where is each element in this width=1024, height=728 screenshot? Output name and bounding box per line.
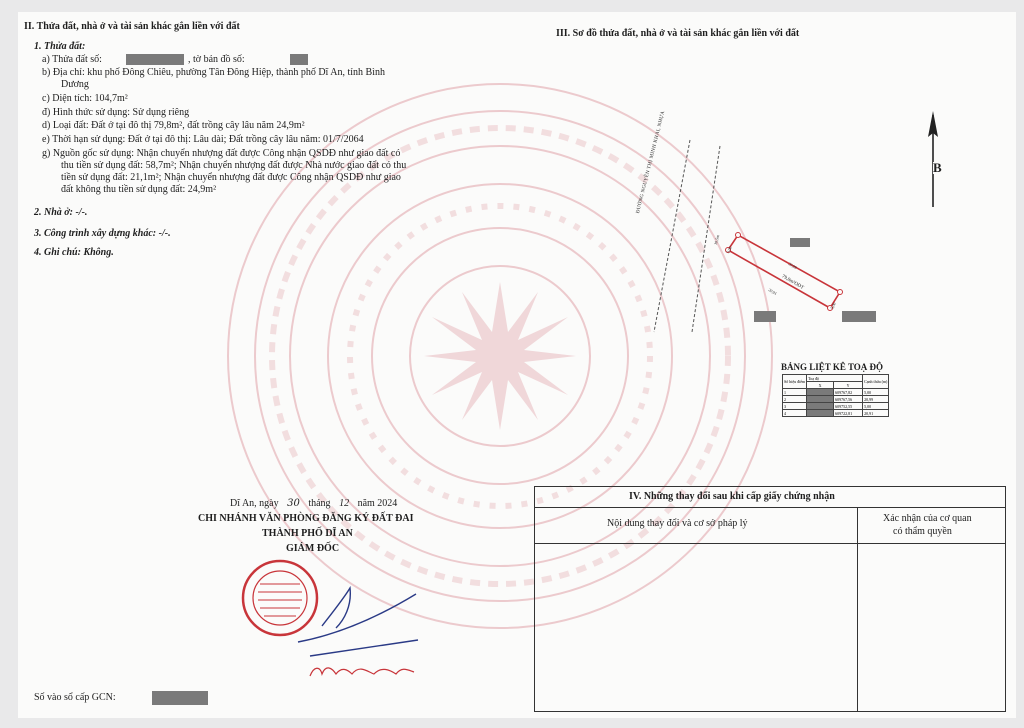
table-row: 2 609767,56 20,99 xyxy=(783,396,889,403)
usage-term: e) Thời hạn sử dụng: Đất ở tại đô thị: Lâu dài; Đất trồng cây lâu năm: 01/7/2064 xyxy=(42,134,364,145)
change-content-column-header: Nội dung thay đổi và cơ sở pháp lý xyxy=(607,518,748,529)
redacted-register-number xyxy=(152,691,208,705)
usage-form: đ) Hình thức sử dụng: Sử dụng riêng xyxy=(42,107,190,118)
coord-table-title: BẢNG LIỆT KÊ TOẠ ĐỘ xyxy=(781,362,884,372)
redacted-neighbor-2 xyxy=(754,311,776,322)
office-name-line-2: THÀNH PHỐ DĨ AN xyxy=(262,528,353,539)
address-line-1: b) Địa chỉ: khu phố Đông Chiêu, phường Tân Đông Hiệp, thành phố Dĩ An, tỉnh Bình xyxy=(42,67,385,78)
red-seal xyxy=(243,561,317,635)
star-watermark xyxy=(424,282,576,430)
certificate-page xyxy=(18,12,1016,718)
issue-day: 30 xyxy=(287,498,300,509)
register-label: Số vào sổ cấp GCN: xyxy=(34,692,116,703)
section-4-heading: IV. Những thay đổi sau khi cấp giấy chứng nhận xyxy=(629,491,835,502)
house-info: 2. Nhà ở: -/-. xyxy=(34,207,88,218)
authority-confirmation-header-2: có thẩm quyền xyxy=(893,526,952,537)
column-divider xyxy=(857,507,858,711)
land-type: d) Loại đất: Đất ở tại đô thị 79,8m², đất trồng cây lâu năm 24,9m² xyxy=(42,120,305,131)
dim-left-label: 5,00 xyxy=(725,245,733,255)
official-seal-and-signature xyxy=(240,558,430,688)
issue-month: 12 xyxy=(339,498,350,509)
table-row: 1 609767,82 5,00 xyxy=(783,389,889,396)
coord-table xyxy=(782,374,889,417)
col-x-header: X xyxy=(807,382,834,389)
construction-info: 3. Công trình xây dựng khác: -/-. xyxy=(34,228,171,239)
signer-name-script xyxy=(310,668,414,676)
section-2-heading: II. Thửa đất, nhà ở và tài sản khác gắn liền với đất xyxy=(24,21,240,32)
col-y-header: Y xyxy=(834,382,863,389)
redacted-map-sheet xyxy=(290,54,308,65)
address-line-2: Dương xyxy=(61,79,89,90)
side-dimension-label: 10,5m xyxy=(712,234,721,246)
parcel-heading: 1. Thửa đất: xyxy=(34,41,86,52)
signer-title: GIÁM ĐỐC xyxy=(286,543,340,554)
origin-line-4: đất không thu tiền sử dụng đất: 24,9m² xyxy=(61,184,217,195)
changes-table xyxy=(534,486,1006,712)
issue-date: Dĩ An, ngày 30 tháng 12 năm 2024 xyxy=(230,498,398,509)
redacted-parcel-number xyxy=(126,54,184,65)
origin-line-2: thu tiền sử dụng đất: 58,7m²; Nhận chuyển nhượng đất được Nhà nước giao đất có thu xyxy=(61,160,407,171)
redacted-neighbor-3 xyxy=(842,311,876,322)
parcel-number-label: a) Thửa đất số: xyxy=(42,54,102,65)
origin-line-3: tiền sử dụng đất: 21,1m²; Nhận chuyển nhượng đất được Công nhận QSDĐ như giao xyxy=(61,172,401,183)
origin-line-1: g) Nguồn gốc sử dụng: Nhận chuyển nhượng đất được Công nhận QSDĐ như giao đất có xyxy=(42,148,401,159)
road-label: ĐƯỜNG NGUYỄN THỊ MINH KHAI, NHỰA xyxy=(635,110,667,214)
north-label: B xyxy=(933,160,942,175)
coord-table-header xyxy=(783,375,889,382)
col-coord-header: Toạ độ xyxy=(807,375,863,382)
dim-top-label: 20,99 xyxy=(787,261,798,270)
col-edge-header: Cạnh thửa (m) xyxy=(863,375,889,389)
area-value: c) Diện tích: 104,7m² xyxy=(42,93,128,104)
table-row: 3 609752,55 5,00 xyxy=(783,403,889,410)
notes-info: 4. Ghi chú: Không. xyxy=(34,247,114,258)
authority-confirmation-header-1: Xác nhận của cơ quan xyxy=(883,513,972,524)
map-sheet-label: , tờ bản đồ số: xyxy=(188,54,245,65)
dim-right-label: 5,00 xyxy=(829,301,837,311)
lot-area-label: 79,8m²ODT xyxy=(780,274,805,291)
dim-bottom-label: 20,91 xyxy=(767,287,778,296)
col-point-header: Số hiệu điểm xyxy=(783,375,807,389)
section-3-heading: III. Sơ đồ thửa đất, nhà ở và tài sản khác gắn liền với đất xyxy=(556,28,800,39)
changes-table-heading-row xyxy=(535,487,1005,508)
office-name-line-1: CHI NHÁNH VĂN PHÒNG ĐĂNG KÝ ĐẤT ĐAI xyxy=(198,513,414,524)
redacted-neighbor-1 xyxy=(790,238,810,247)
road-edge-left xyxy=(654,140,690,332)
table-row: 4 609722,81 20,91 xyxy=(783,410,889,417)
